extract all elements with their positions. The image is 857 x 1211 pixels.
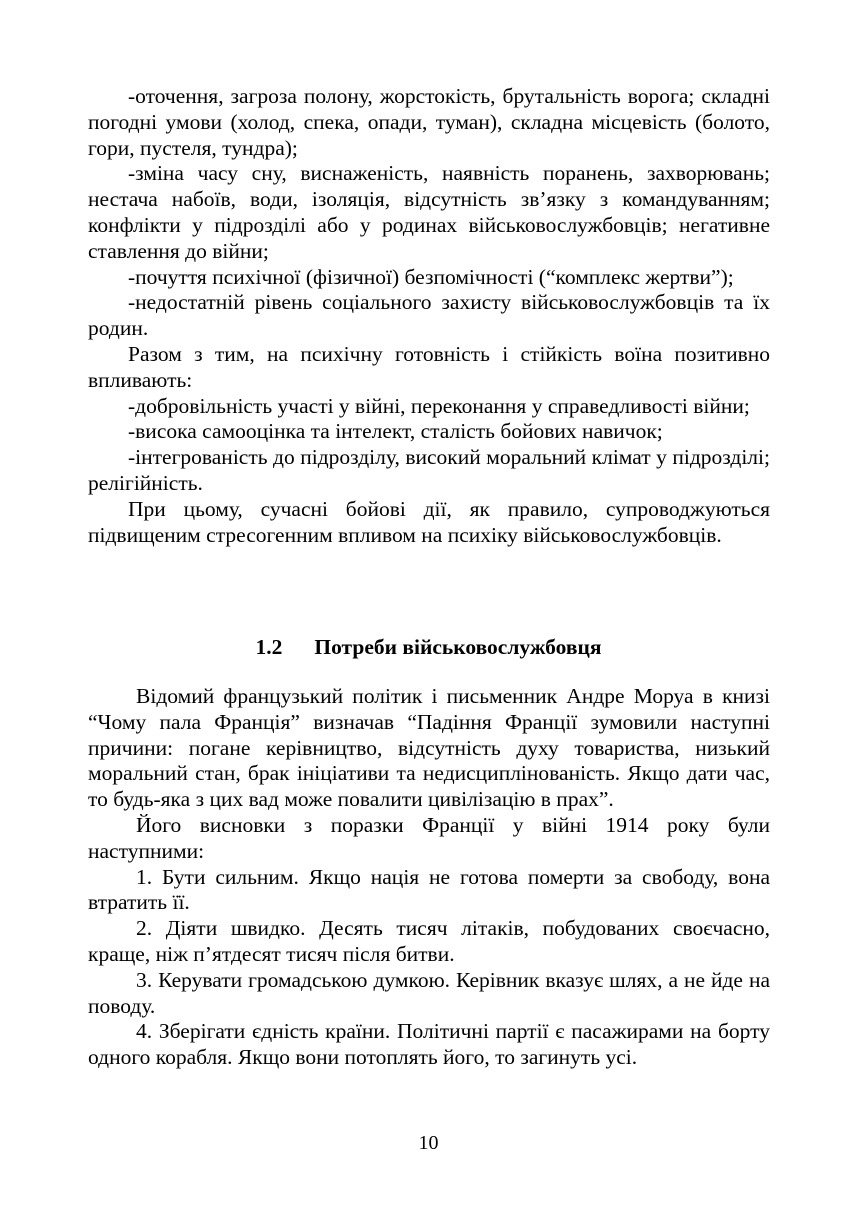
paragraph-stress-impact: При цьому, сучасні бойові дії, як правило, супроводжуються підвищеним стресогенним впливом на психіку військовослужбовців. [88,496,770,547]
list-item-voluntariness: -добровільність участі у війні, переконання у справедливості війни; [128,393,750,418]
page-number: 10 [418,1132,439,1154]
numbered-item-3: 3. Керувати громадською думкою. Керівник вказує шлях, а не йде на поводу. [88,967,770,1018]
section-2-body [88,684,770,1071]
list-item-integration: -інтегрованість до підрозділу, високий моральний клімат у підрозділі; релігійність. [88,445,770,495]
numbered-item-4: 4. Зберігати єдність країни. Політичні партії є пасажирами на борту одного корабля. Якщо вони потоплять його, то загинуть усі. [88,1019,770,1070]
section-title: Потреби військовослужбовця [314,635,602,659]
paragraph-maurois-quote: Відомий французький політик і письменник Андре Моруа в книзі “Чому пала Франція” визначав “Падіння Франції зумовили наступні причини: погане керівництво, відсутність духу товариства, низький моральний стан, брак ініціативи та недисциплінованість. Якщо дати час, то будь-яка з цих вад може повалити цивілізацію в прах”. [88,684,770,812]
section-number: 1.2 [255,635,283,659]
numbered-item-1: 1. Бути сильним. Якщо нація не готова померти за свободу, вона втратить її. [88,864,770,915]
list-item-helplessness: -почуття психічної (фізичної) безпомічності (“комплекс жертви”); [128,264,734,289]
paragraph-conclusions-intro: Його висновки з поразки Франції у війні 1914 року були наступними: [88,812,770,863]
list-item-exhaustion: -зміна часу сну, виснаженість, наявність поранень, захворювань; нестача набоїв, води, ізоляція, відсутність зв’язку з командуванням; конфлікти у підрозділі або у родинах військовослужбовців; негативне ставлення до війни; [88,161,770,263]
numbered-item-2: 2. Діяти швидко. Десять тисяч літаків, побудованих своєчасно, краще, ніж п’ятдесят тисяч після битви. [88,916,770,966]
section-heading [0,634,857,660]
list-item-self-esteem: -висока самооцінка та інтелект, сталість бойових навичок; [128,419,663,444]
section-1-body [88,84,770,548]
paragraph-positive-factors: Разом з тим, на психічну готовність і стійкість воїна позитивно впливають: [88,341,770,392]
list-item-social-protection: -недостатній рівень соціального захисту військовослужбовців та їх родин. [88,290,770,341]
list-item-circumstances: -оточення, загроза полону, жорстокість, брутальність ворога; складні погодні умови (холод, спека, опади, туман), складна місцевість (болото, гори, пустеля, тундра); [88,84,770,160]
